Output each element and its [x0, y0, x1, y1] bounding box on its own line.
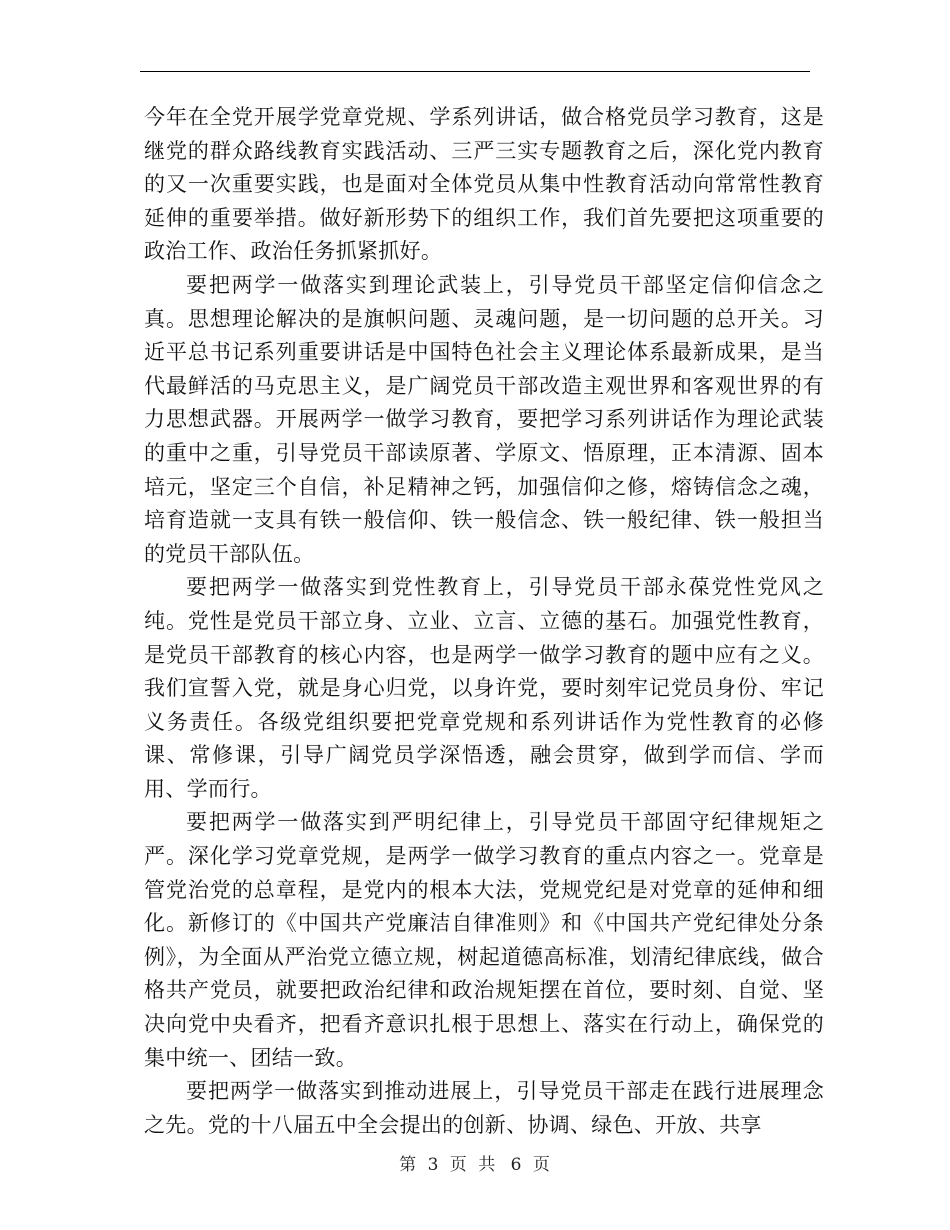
header-rule: [140, 71, 810, 72]
footer-page-prefix: 第: [399, 1155, 418, 1175]
footer-total-pages: 6: [510, 1155, 523, 1175]
paragraph-2: 要把两学一做落实到理论武装上，引导党员干部坚定信仰信念之真。思想理论解决的是旗帜问题、灵魂问题，是一切问题的总开关。习近平总书记系列重要讲话是中国特色社会主义理论体系最新成果，是当代最鲜活的马克思主义，是广阔党员干部改造主观世界和客观世界的有力思想武器。开展两学一做学习教育，要把学习系列讲话作为理论武装的重中之重，引导党员干部读原著、学原文、悟原理，正本清源、固本培元，坚定三个自信，补足精神之钙，加强信仰之修，熔铸信念之魂，培育造就一支具有铁一般信仰、铁一般信念、铁一般纪律、铁一般担当的党员干部队伍。: [144, 272, 824, 566]
footer-total-suffix: 页: [532, 1155, 551, 1175]
body-text: [144, 101, 824, 1142]
page-footer: [0, 1150, 950, 1175]
paragraph-4: 要把两学一做落实到严明纪律上，引导党员干部固守纪律规矩之严。深化学习党章党规，是两学一做学习教育的重点内容之一。党章是管党治党的总章程，是党内的根本大法，党规党纪是对党章的延伸和细化。新修订的《中国共产党廉洁自律准则》和《中国共产党纪律处分条例》，为全面从严治党立德立规，树起道德高标准，划清纪律底线，做合格共产党员，就要把政治纪律和政治规矩摆在首位，要时刻、自觉、坚决向党中央看齐，把看齐意识扎根于思想上、落实在行动上，确保党的集中统一、团结一致。: [144, 810, 824, 1070]
footer-current-page: 3: [427, 1155, 440, 1175]
paragraph-1: 今年在全党开展学党章党规、学系列讲话，做合格党员学习教育，这是继党的群众路线教育实践活动、三严三实专题教育之后，深化党内教育的又一次重要实践，也是面对全体党员从集中性教育活动向常常性教育延伸的重要举措。做好新形势下的组织工作，我们首先要把这项重要的政治工作、政治任务抓紧抓好。: [144, 105, 824, 264]
paragraph-3: 要把两学一做落实到党性教育上，引导党员干部永葆党性党风之纯。党性是党员干部立身、立业、立言、立德的基石。加强党性教育，是党员干部教育的核心内容，也是两学一做学习教育的题中应有之义。我们宣誓入党，就是身心归党，以身许党，要时刻牢记党员身份、牢记义务责任。各级党组织要把党章党规和系列讲话作为党性教育的必修课、常修课，引导广阔党员学深悟透，融会贯穿，做到学而信、学而用、学而行。: [144, 575, 824, 801]
paragraph-5: 要把两学一做落实到推动进展上，引导党员干部走在践行进展理念之先。党的十八届五中全会提出的创新、协调、绿色、开放、共享: [144, 1079, 824, 1137]
footer-total-prefix: 共: [478, 1155, 497, 1175]
footer-page-word: 页: [449, 1155, 468, 1175]
